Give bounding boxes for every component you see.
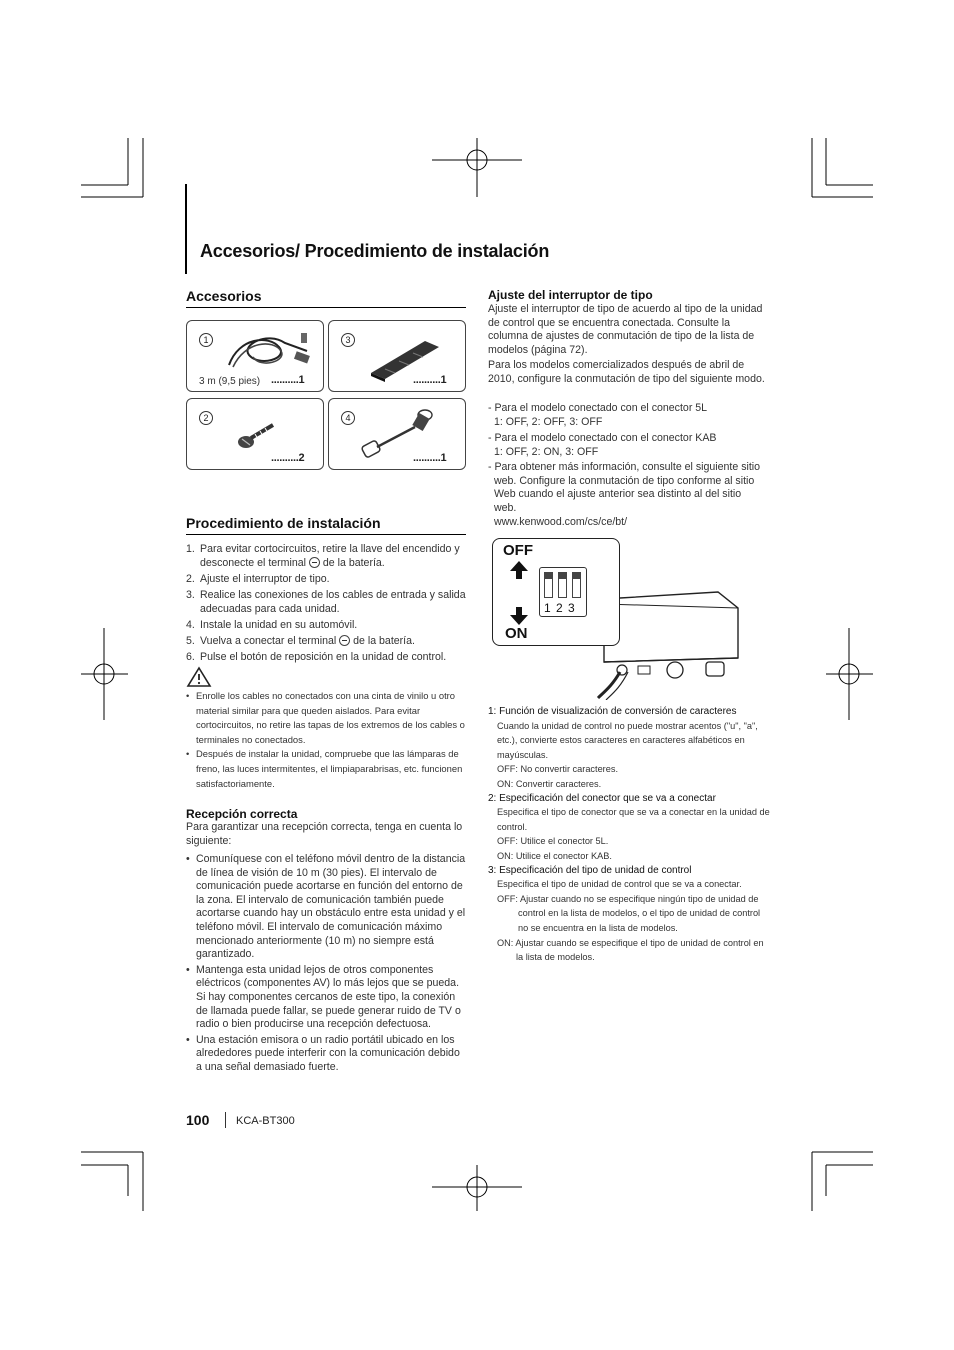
accessory-quantity: ..........1 bbox=[413, 452, 447, 464]
registration-mark-top bbox=[432, 138, 522, 197]
step-text: Ajuste el interruptor de tipo. bbox=[200, 572, 330, 585]
function-list bbox=[488, 705, 770, 965]
step-5 bbox=[186, 635, 468, 649]
reception-intro: Para garantizar una recepción correcta, tenga en cuenta lo siguiente: bbox=[186, 821, 463, 847]
switch-item-1-setting: 1: OFF, 2: OFF, 3: OFF bbox=[494, 416, 603, 428]
step-number: 3. bbox=[186, 588, 195, 601]
on-label: ON bbox=[505, 625, 528, 642]
reception-item: • Una estación emisora o un radio portátil ubicado en los alrededores puede interferir con la comunicación debido a una señal demasiado fuerte. bbox=[186, 1034, 468, 1075]
switch-diagram bbox=[492, 538, 772, 700]
registration-mark-bottom bbox=[432, 1165, 522, 1211]
step-6 bbox=[186, 651, 468, 665]
arrow-up-icon bbox=[509, 560, 529, 580]
step-text: de la batería. bbox=[322, 556, 385, 569]
cable-icon bbox=[219, 327, 315, 373]
accessory-cable bbox=[186, 320, 324, 392]
dip-key-1[interactable] bbox=[544, 572, 553, 598]
page-title: Accesorios/ Procedimiento de instalación bbox=[200, 241, 550, 261]
accessory-number: 2 bbox=[199, 411, 213, 425]
function-3-on: ON: Ajustar cuando se especifique el tipo de unidad de control en la lista de modelos. bbox=[497, 937, 764, 963]
dip-key-3[interactable] bbox=[572, 572, 581, 598]
accessory-quantity: ..........1 bbox=[271, 374, 305, 386]
cable-length: 3 m (9,5 pies) bbox=[199, 376, 261, 387]
step-number: 2. bbox=[186, 572, 195, 585]
arrow-down-icon bbox=[509, 606, 529, 626]
procedure-heading: Procedimiento de instalación bbox=[186, 515, 381, 531]
step-number: 1. bbox=[186, 543, 195, 555]
step-text: de la batería. bbox=[353, 634, 415, 647]
accessories-rule bbox=[186, 307, 466, 308]
off-label: OFF bbox=[503, 542, 533, 559]
registration-mark-right bbox=[826, 628, 873, 720]
function-1-desc: Cuando la unidad de control no puede mostrar acentos ("u", "a", etc.), convierte estos caracteres en caracteres alfabéticos en mayúsculas. bbox=[497, 720, 758, 760]
minus-terminal-icon bbox=[309, 557, 320, 568]
function-2-on: ON: Utilice el conector KAB. bbox=[497, 850, 612, 861]
function-1-on: ON: Convertir caracteres. bbox=[497, 778, 602, 789]
function-2-off: OFF: Utilice el conector 5L. bbox=[497, 836, 609, 847]
function-2-desc: Especifica el tipo de conector que se va a conectar en la unidad de control. bbox=[497, 807, 770, 832]
step-3 bbox=[186, 589, 468, 616]
accessory-extension bbox=[328, 398, 466, 470]
step-text: Para evitar cortocircuitos, retire la llave del encendido y desconecte el terminal bbox=[200, 543, 460, 569]
step-number: 5. bbox=[186, 634, 195, 647]
accessory-screw bbox=[186, 398, 324, 470]
switch-para-2: Para los modelos comercializados después de abril de 2010, configure la conmutación de tipo del siguiente modo. bbox=[488, 359, 765, 385]
website-link[interactable]: www.kenwood.com/cs/ce/bt/ bbox=[494, 516, 628, 528]
function-3-desc: Especifica el tipo de unidad de control que se va a conectar. bbox=[497, 879, 742, 890]
step-number: 6. bbox=[186, 651, 195, 664]
switch-item-3: - Para obtener más información, consulte el siguiente sitio web. Configure la conmutación de tipo conforme al sitio Web cuando el ajuste anterior sea distinto al del sitio web. bbox=[488, 461, 761, 514]
step-text: Realice las conexiones de los cables de entrada y salida adecuadas para cada unidad. bbox=[200, 588, 466, 615]
dip-switch[interactable] bbox=[539, 567, 587, 617]
accessory-pad bbox=[328, 320, 466, 392]
warning-list bbox=[186, 689, 468, 791]
reception-heading: Recepción correcta bbox=[186, 807, 298, 821]
step-2 bbox=[186, 573, 468, 587]
reception-item: • Mantenga esta unidad lejos de otros componentes eléctricos (componentes AV) lo más lejos que se pueda. Si hay componentes cercanos de este tipo, la conexión de llamada puede fallar, se puede generar ruido de TV o radio o bien producirse una recepción defectuosa. bbox=[186, 964, 468, 1032]
function-1-off: OFF: No convertir caracteres. bbox=[497, 764, 618, 775]
switch-item-1: - Para el modelo conectado con el conector 5L bbox=[488, 402, 708, 414]
function-1-title: 1: Función de visualización de conversión de caracteres bbox=[488, 706, 737, 717]
function-3-title: 3: Especificación del tipo de unidad de control bbox=[488, 864, 692, 876]
step-4 bbox=[186, 619, 468, 633]
minus-terminal-icon bbox=[339, 635, 350, 646]
accessory-number: 1 bbox=[199, 333, 213, 347]
step-text: Instale la unidad en su automóvil. bbox=[200, 618, 358, 631]
step-text: Vuelva a conectar el terminal bbox=[200, 634, 337, 647]
accessory-quantity: ..........1 bbox=[413, 374, 447, 386]
dip-switch-panel bbox=[492, 538, 620, 646]
dip-key-2[interactable] bbox=[558, 572, 567, 598]
accessory-number: 3 bbox=[341, 333, 355, 347]
switch-heading: Ajuste del interruptor de tipo bbox=[488, 288, 653, 302]
accessory-number: 4 bbox=[341, 411, 355, 425]
warning-item: • Enrolle los cables no conectados con una cinta de vinilo u otro material similar para que queden aislados. Para evitar cortocircuitos, no retire las tapas de los extremos de los cables o terminales no conectados. bbox=[186, 689, 468, 747]
step-number: 4. bbox=[186, 618, 195, 631]
warning-item: • Después de instalar la unidad, compruebe que las lámparas de freno, las luces intermitentes, el limpiaparabrisas, etc. funcionen satisfactoriamente. bbox=[186, 747, 468, 791]
reception-item: • Comuníquese con el teléfono móvil dentro de la distancia de línea de visión de 10 m (30 pies). El intervalo de comunicación puede acortarse en función del entorno de la zona. El intervalo de comunicación también puede acortarse cuando hay un obstáculo entre esta unidad y el teléfono móvil. El intervalo de comunicación máximo mencionado anteriormente (10 m) no siempre está garantizado. bbox=[186, 853, 468, 962]
screw-icon bbox=[235, 419, 279, 453]
page-number: 100 bbox=[186, 1112, 210, 1128]
warning-icon bbox=[186, 666, 212, 688]
step-1 bbox=[186, 543, 468, 570]
accessories-heading: Accesorios bbox=[186, 288, 262, 304]
model-name: KCA-BT300 bbox=[236, 1115, 295, 1127]
title-bar bbox=[185, 184, 187, 274]
step-text: Pulse el botón de reposición en la unidad de control. bbox=[200, 651, 447, 664]
registration-mark-left bbox=[81, 628, 128, 720]
footer-divider bbox=[225, 1112, 226, 1128]
reception-list bbox=[186, 853, 468, 1075]
procedure-rule bbox=[186, 534, 466, 535]
switch-item-2-setting: 1: OFF, 2: ON, 3: OFF bbox=[494, 446, 599, 458]
accessory-quantity: ..........2 bbox=[271, 452, 305, 464]
switch-item-2: - Para el modelo conectado con el conector KAB bbox=[488, 432, 717, 444]
installation-steps bbox=[186, 543, 468, 667]
function-2-title: 2: Especificación del conector que se va a conectar bbox=[488, 792, 716, 804]
function-3-off: OFF: Ajustar cuando no se especifique ningún tipo de unidad de control en la lista de modelos, o el tipo de unidad de control no se encuentra en la lista de modelos. bbox=[497, 893, 761, 933]
dip-numbers: 1 2 3 bbox=[544, 601, 576, 615]
switch-para-1: Ajuste el interruptor de tipo de acuerdo al tipo de la unidad de control que se encuentra conectada. Consulte la columna de ajustes de conmutación de tipo de la lista de modelos (página 72). bbox=[488, 303, 763, 356]
